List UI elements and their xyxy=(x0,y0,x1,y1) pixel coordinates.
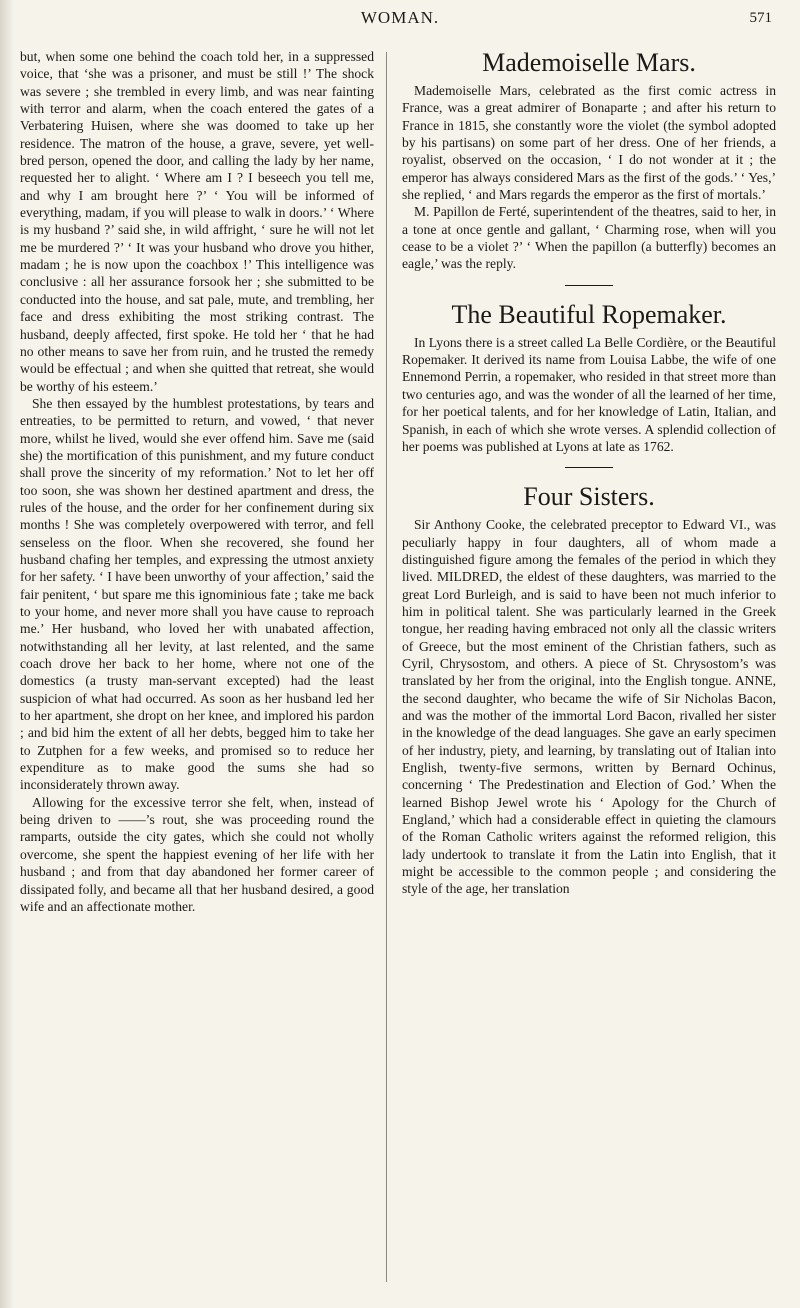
paragraph: Mademoiselle Mars, celebrated as the first comic actress in France, was a great admirer of Bonaparte ; and after his return to France in 1815, she constantly wore the violet (the symbol adopted by his partisans) on some part of her dress. One of her friends, a royalist, observed on the occasion, ‘ I do not wonder at it ; the emperor has always considered Mars as the first of the gods.’ ‘ Yes,’ she replied, ‘ and Mars regards the emperor as the first of mortals.’ xyxy=(402,83,776,203)
left-column xyxy=(20,48,374,1282)
article-heading: Mademoiselle Mars. xyxy=(482,48,696,77)
paragraph: but, when some one behind the coach told her, in a suppressed voice, that ‘she was a prisoner, and must be still !’ The shock was severe ; she trembled in every limb, and was near fainting with terror and alarm, when the coach entered the gates of a Verbatering Huisen, where she was doomed to take up her residence. The matron of the house, a grave, severe, yet well-bred person, opened the door, and calling the lady by her name, requested her to alight. ‘ Where am I ? I beseech you tell me, and why I am brought here ?’ ‘ You will be informed of everything, madam, if you will please to walk in doors.’ ‘ Where is my husband ?’ said she, in wild affright, ‘ sure he will not let me be murdered ?’ ‘ It was your husband who drove you hither, madam ; he is now upon the coachbox !’ This intelligence was conclusive : all her assurance forsook her ; she submitted to be conducted into the house, and sat pale, mute, and trembling, her face and dress exhibiting the most striking contrast. The husband, deeply affected, first spoke. He told her ‘ that he had no other means to save her from ruin, and he trusted the remedy would be effectual ; and when she quitted that retreat, she would be worthy of his esteem.’ xyxy=(20,49,374,394)
paragraph: She then essayed by the humblest protestations, by tears and entreaties, to be permitted to return, and vowed, ‘ that never more, whilst he lived, would she ever offend him. Save me (said she) the mortification of this punishment, and my future conduct shall prove the sincerity of my reformation.’ Not to let her off too soon, she was shown her destined apartment and dress, the rules of the house, and the order for her confinement during six months ! She was completely overpowered with terror, and fell senseless on the floor. When she recovered, she found her husband chafing her temples, and expressing the utmost anxiety for her safety. ‘ I have been unworthy of your affection,’ said the fair penitent, ‘ but spare me this ignominious fate ; take me back to your home, and never more shall you have cause to reproach me.’ Her husband, who loved her with unabated affection, notwithstanding all her levity, at last relented, and the same coach drove her back to her home, where not one of the domestics (a trusty man-servant excepted) had the least suspicion of what had occurred. As soon as her husband led her to her apartment, she dropt on her knee, and implored his pardon ; and bid him the extent of all her debts, begged him to take her to Zutphen for a few weeks, and promised so to reduce her expenditure as to make good the sums she had so inconsiderately thrown away. xyxy=(20,395,374,793)
article-heading: The Beautiful Ropemaker. xyxy=(451,299,727,329)
paragraph: In Lyons there is a street called La Belle Cordière, or the Beautiful Ropemaker. It derived its name from Louisa Labbe, the wife of one Ennemond Perrin, a ropemaker, who resided in that street more than two centuries ago, and was the wonder of all the learned of her time, for her poetical talents, and for her knowledge of Latin, Italian, and Spanish, in each of which she wrote verses. A splendid collection of her poems was published at Lyons at late as 1762. xyxy=(402,334,776,454)
right-column xyxy=(402,48,776,1282)
section-divider xyxy=(565,467,613,468)
running-title: WOMAN. xyxy=(360,8,440,27)
article-heading: Four Sisters. xyxy=(523,482,655,512)
page-number: 571 xyxy=(749,10,772,26)
article-mademoiselle-mars xyxy=(402,48,776,273)
paragraph: Sir Anthony Cooke, the celebrated preceptor to Edward VI., was peculiarly happy in four daughters, all of whom made a distinguished figure among the females of the period in which they lived. MILDRED, the eldest of these daughters, was married to the great Lord Burleigh, and is said to have been not much inferior to him in political talent. She was particularly learned in the Greek tongue, her reading having embraced not only all the classic writers of Greece, but the most eminent of the Christian fathers, such as Cyril, Chrysostom, and others. A piece of St. Chrysostom’s was translated by her from the original, into the English tongue. ANNE, the second daughter, who became the wife of Sir Nicholas Bacon, and was the mother of the immortal Lord Bacon, rivalled her sister in the knowledge of the dead languages. She gave an early specimen of her industry, piety, and learning, by translating out of Italian into English, twenty-five sermons, written by Bernard Ochinus, concerning ‘ The Predestination and Election of God.’ When the learned Bishop Jewel wrote his ‘ Apology for the Church of England,’ which had a considerable effect in quieting the clamours of the Roman Catholic writers against the reformed religion, this lady undertook to translate it from the Latin into English, that it might be accessible to the common people ; and considering the style of the age, her translation xyxy=(402,517,776,897)
article-four-sisters xyxy=(402,482,776,898)
column-rule xyxy=(386,52,387,1282)
section-divider xyxy=(565,285,613,286)
paragraph: M. Papillon de Ferté, superintendent of the theatres, said to her, in a tone at once gentle and gallant, ‘ Charming rose, when will you cease to be a violet ?’ ‘ When the papillon (a butterfly) becomes an eagle,’ was the reply. xyxy=(402,204,776,272)
paragraph: Allowing for the excessive terror she felt, when, instead of being driven to ——’s rout, she was proceeding round the ramparts, outside the city gates, which she could not wholly overcome, she spent the happiest evening of her life with her husband ; and from that day abandoned her former career of dissipated folly, and became all that her husband desired, a good wife and an affectionate mother. xyxy=(20,794,374,914)
article-beautiful-ropemaker xyxy=(402,300,776,455)
binding-shadow xyxy=(0,0,14,1308)
